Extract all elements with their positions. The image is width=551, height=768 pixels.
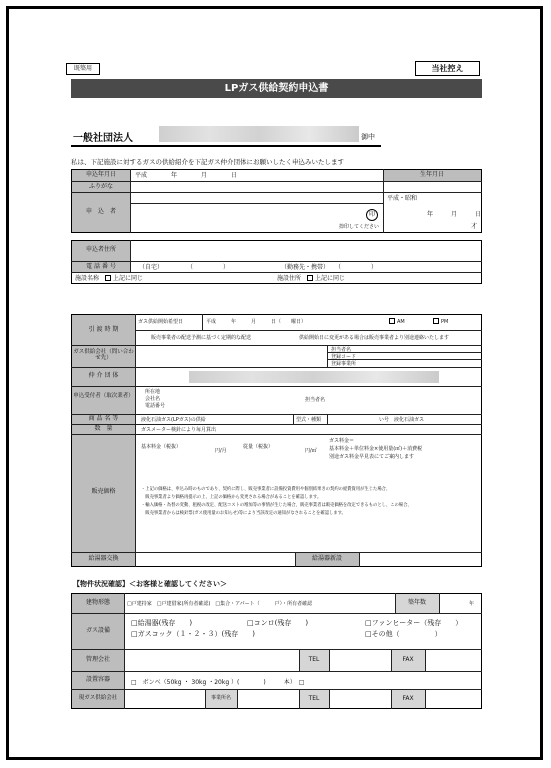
price-note-4: 販売事業者からは検針票(ガス使用量のお知らせ)等により当該改定の通知がなされることを確認します。	[141, 511, 346, 517]
gas-fee-note: 別途ガス料金早見表にてご案内します	[329, 454, 415, 460]
age-unit: 才	[471, 223, 478, 230]
date-label: 申込年月日	[85, 171, 116, 178]
copy-badge: 当社控え	[415, 61, 480, 76]
facility-addr-opt[interactable]: 上記に同じ	[307, 275, 345, 282]
type-value: い号 液化石油ガス	[379, 417, 425, 423]
supplier-label: ガス供給会社（問い合わせ先）	[73, 349, 134, 362]
seal-circle: 印	[366, 209, 378, 221]
redacted-broker	[189, 371, 439, 383]
addressee-prefix: 一般社団法人	[73, 133, 133, 144]
birth-ymd: 年 月 日	[427, 211, 482, 218]
age-unit: 年	[469, 601, 475, 607]
receiver-company: 会社名	[145, 396, 161, 402]
eq-other[interactable]: □その他（ ）	[365, 630, 442, 638]
birth-label: 生年月日	[419, 171, 444, 178]
eq-water-heater[interactable]: □給湯器(残存 )	[131, 619, 193, 627]
applicant-name-label: 申 込 者	[85, 208, 116, 215]
price-notes	[141, 486, 477, 519]
facility-name-checkbox[interactable]	[105, 275, 111, 281]
start-date-label: ガス供給開始希望日	[138, 319, 184, 325]
broker-label: 仲 介 団 体	[88, 372, 119, 379]
gas-fee-label: ガス料金＝	[329, 438, 355, 444]
eq-gas-cock[interactable]: □ガスコック（１・２・３）(残存 )	[131, 630, 255, 638]
pm-option[interactable]: PM	[433, 318, 448, 325]
heater-setting-label: 給湯器新設	[311, 555, 342, 562]
receiver-tel: 電話番号	[145, 403, 166, 409]
quantity-label: 数 量	[94, 425, 113, 432]
container-label: 設置容器	[85, 676, 110, 683]
mgmt-fax-label: FAX	[402, 656, 414, 663]
property-label-col	[72, 594, 124, 708]
mgmt-label: 管理会社	[85, 656, 110, 663]
document-sheet	[6, 6, 543, 760]
address-label: 申込者住所	[85, 246, 116, 253]
receiver-label: 申込受付者（取次業者）	[73, 393, 134, 399]
facility-name-label: 施設名称	[75, 275, 100, 282]
date-value: 平成 年 月 日	[135, 172, 238, 179]
seal-note: 捺印してください	[339, 224, 380, 230]
price-note-3: ・輸入価格・為替の変動、租税の改定、配送コストの増加等の事情が生じた場合、販売事業者は販売価格を改定できるものとし、この場合、	[141, 503, 412, 509]
supplier-reg-code: 登録コード	[331, 354, 357, 360]
equipment-label: ガス設備	[85, 627, 110, 634]
am-checkbox[interactable]	[389, 318, 395, 324]
unit-fee-label: 従量（税抜）	[243, 444, 274, 450]
eq-fan-heater[interactable]: □ファンヒーター（残存 ）	[365, 619, 463, 627]
price-note-1: ・上記の価格は、申込み時のものであり、契約に際し、販売事業者に設備投資費用や個別結果きの契約の経費資用が生じた場合、	[141, 487, 391, 492]
eq-stove[interactable]: □コンロ(残存 )	[247, 619, 309, 627]
start-date-value: 平成 年 月 日（ 曜日）	[206, 319, 307, 325]
supplier-fax-label: FAX	[402, 695, 414, 702]
redacted-addressee	[159, 126, 359, 142]
handover-label: 引 渡 時 期	[88, 326, 119, 333]
age-label: 築年数	[407, 599, 426, 606]
building-options[interactable]: □戸建持家 □戸建借家(所有者確認) □集合・アパート（ 戸）・所有者確認	[127, 601, 313, 607]
unit-fee-unit: 円/㎥	[305, 448, 317, 454]
furigana-label: ふりがな	[88, 183, 113, 190]
supplier-tel-label: TEL	[308, 695, 320, 702]
receiver-person: 担当者名	[305, 397, 326, 403]
note-right: 供給開始日に変更がある場合は販売事業者より別途連絡いたします	[299, 335, 450, 341]
addressee-suffix: 御中	[361, 133, 375, 141]
facility-addr-label: 施設住所	[277, 275, 302, 282]
intro-text: 私は、下記施設に対するガスの供給紹介を下記ガス仲介団体にお願いしたく申込みいたします	[71, 158, 344, 166]
price-note-2: 販売事業者より価格再提示の上、上記の価格から変更される場合があることを確認します。	[141, 495, 322, 501]
supplier-reg-office: 登録事業所	[331, 361, 357, 367]
pm-checkbox[interactable]	[433, 318, 439, 324]
container-options[interactable]: □ ボンベ（50kg ・ 30kg ・20kg ）( ) 本） □	[131, 679, 305, 686]
phone-work: （勤務先・携帯） （ ）	[281, 264, 378, 271]
base-fee-label: 基本料金（税抜）	[141, 444, 182, 450]
era-label: 平成・昭和	[387, 195, 418, 202]
gas-fee-formula: 基本料金＋単位料金×使用量(㎥)＋消費税	[329, 446, 423, 452]
office-label: 事業所名	[210, 695, 231, 701]
doc-type-badge: 既築用	[66, 63, 100, 75]
phone-home: （自宅） （ ）	[139, 264, 230, 271]
page-title: LPガス供給契約申込書	[224, 83, 329, 94]
receiver-addr: 所在地	[145, 389, 161, 395]
product-value: 液化石油ガス(LPガス)の供給	[141, 417, 206, 423]
type-label: 型式・種類	[296, 417, 322, 423]
applicant-label-col	[72, 170, 130, 232]
am-option[interactable]: AM	[389, 318, 405, 325]
supplier-contact: 担当者名	[331, 347, 352, 353]
product-label: 商 品 名 等	[88, 415, 119, 422]
mgmt-tel-label: TEL	[308, 656, 320, 663]
facility-addr-checkbox[interactable]	[307, 275, 313, 281]
building-label: 建物形態	[85, 599, 110, 606]
price-label: 販売価格	[91, 488, 116, 495]
note-left: 販売事業者の配送予測に基づく定期的な配送	[151, 335, 252, 341]
quantity-value: ガスメーター検針により毎月算出	[141, 427, 217, 433]
heater-exchange-label: 給湯器交換	[88, 555, 119, 562]
base-fee-unit: 円/月	[215, 448, 227, 454]
phone-label: 電 話 番 号	[86, 263, 116, 270]
property-section-title: 【物件状況確認】＜お客様と確認してください＞	[73, 580, 227, 588]
current-supplier-label: 現ガス供給会社	[78, 695, 118, 701]
addressee-underline	[71, 145, 381, 147]
facility-name-opt[interactable]: 上記に同じ	[105, 275, 143, 282]
